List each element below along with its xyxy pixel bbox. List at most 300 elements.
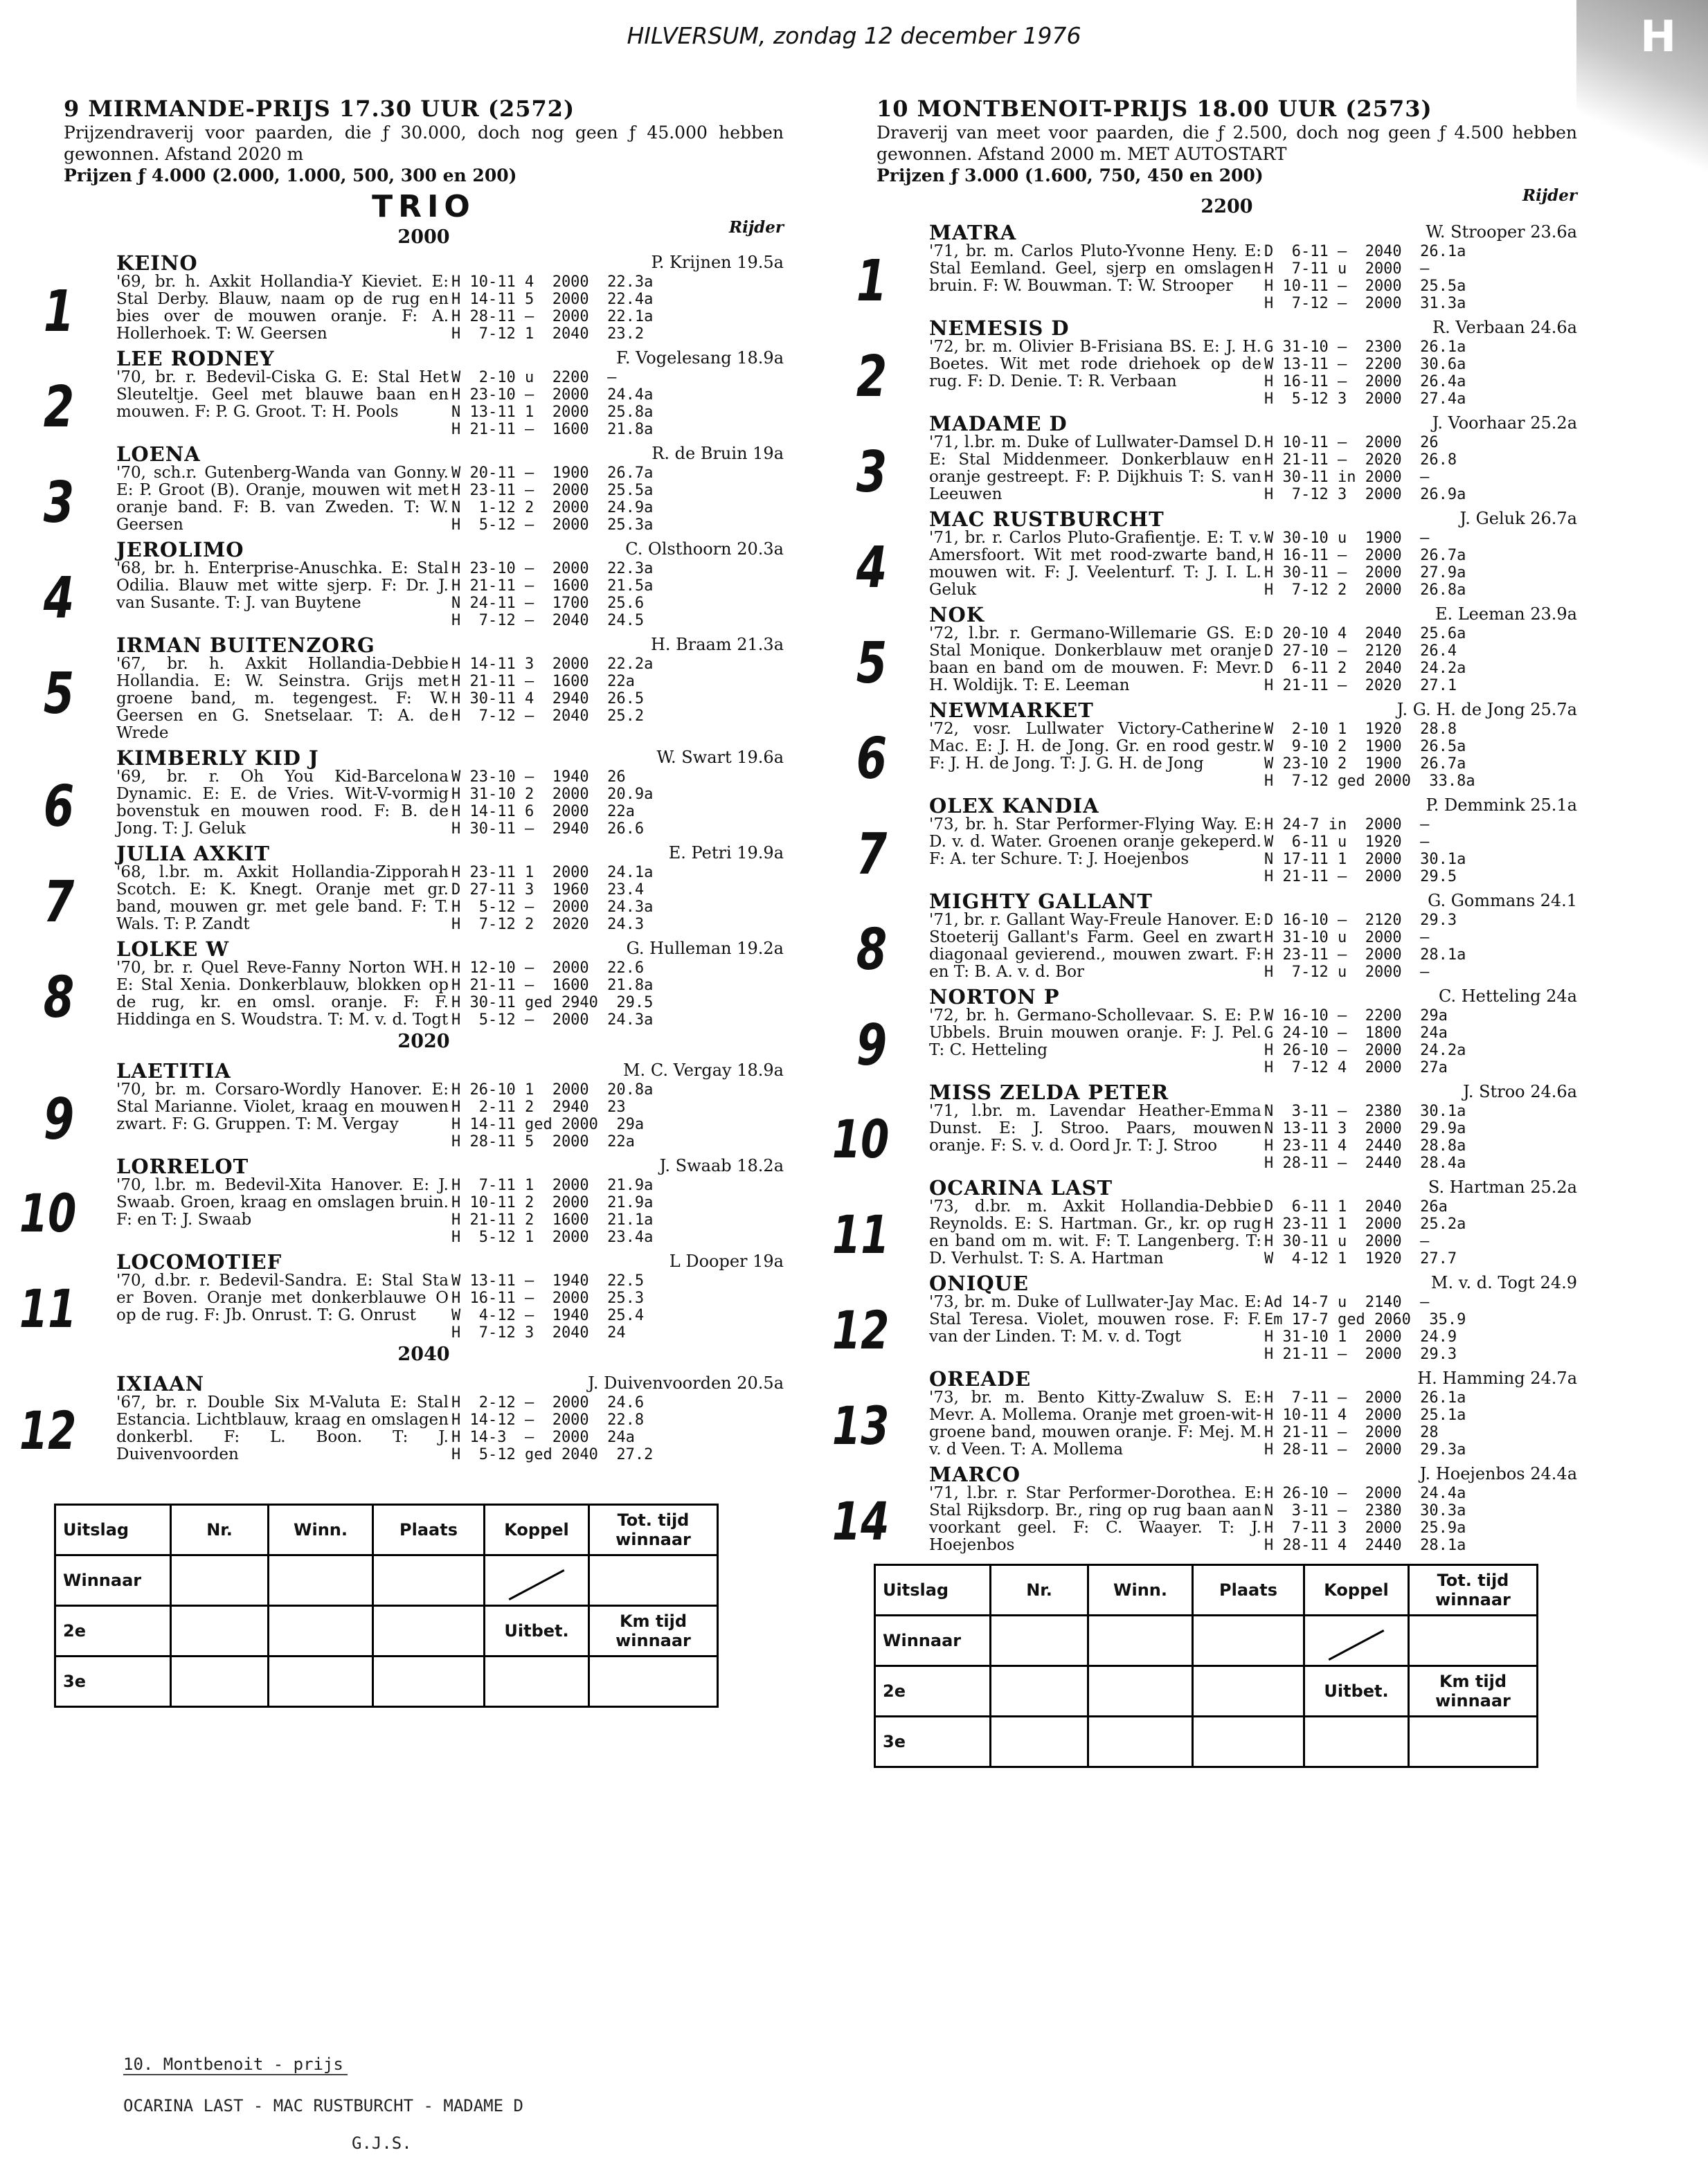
distance-header <box>64 218 784 248</box>
program-number: 5 <box>856 631 888 696</box>
driver-info: W. Strooper 23.6a <box>1426 222 1577 242</box>
entry-header <box>929 316 1577 339</box>
entry-body <box>929 1198 1577 1267</box>
distance-label: 2200 <box>1201 196 1253 217</box>
entry-body <box>929 243 1577 312</box>
result-line: W 4-12 1 1920 27.7 <box>1264 1250 1457 1267</box>
plaats-header: Plaats <box>1193 1565 1304 1616</box>
result-line: H 7-12 3 2040 24 <box>451 1324 626 1342</box>
result-line: H 7-11 1 2000 21.9a <box>451 1177 654 1194</box>
entry-header <box>929 1463 1577 1485</box>
driver-info: L Dooper 19a <box>669 1252 784 1271</box>
result-line: H 7-11 3 2000 25.9a <box>1264 1519 1466 1537</box>
driver-info: E. Petri 19.9a <box>668 843 784 863</box>
cell[interactable] <box>991 1717 1088 1767</box>
cell[interactable] <box>589 1555 718 1606</box>
result-line: H 14-3 — 2000 24a <box>451 1429 635 1446</box>
result-line: D 20-10 4 2040 25.6a <box>1264 625 1466 642</box>
result-line: H 16-11 — 2000 26.4a <box>1264 373 1466 390</box>
horse-name: NOK <box>929 603 985 626</box>
note-prediction: OCARINA LAST - MAC RUSTBURCHT - MADAME D <box>123 2096 523 2115</box>
race-10-entries <box>831 221 1577 1554</box>
result-line: W 16-10 — 2200 29a <box>1264 1007 1448 1025</box>
cell[interactable] <box>1409 1717 1538 1767</box>
race-entry <box>831 1463 1577 1554</box>
result-line: D 27-10 — 2120 26.4 <box>1264 642 1457 660</box>
recent-results <box>1264 912 1577 981</box>
entry-body <box>929 1294 1577 1363</box>
recent-results <box>451 1272 784 1342</box>
entry-body <box>929 721 1577 790</box>
race-entry <box>19 1250 784 1342</box>
note-race: 10. Montbenoit - prijs <box>123 2055 348 2075</box>
horse-description: '72, br. h. Germano-Schollevaar. S. E: P. Ubbels. Bruin mouwen oranje. F: J. Pel. T: C. Hetteling <box>929 1007 1261 1059</box>
horse-name: LOCOMOTIEF <box>116 1250 282 1274</box>
cell[interactable] <box>991 1666 1088 1717</box>
recent-results <box>451 959 784 1029</box>
program-number: 9 <box>856 1013 888 1079</box>
driver-info: C. Olsthoorn 20.3a <box>625 539 784 559</box>
horse-name: JULIA AXKIT <box>116 842 270 865</box>
horse-name: KIMBERLY KID J <box>116 746 319 770</box>
entry-body <box>116 959 784 1029</box>
race-entry <box>856 698 1577 792</box>
recent-results <box>1264 1198 1577 1267</box>
program-number: 6 <box>43 774 75 840</box>
third-row-label: 3e <box>875 1717 991 1767</box>
result-line: H 14-12 — 2000 22.8 <box>451 1411 645 1429</box>
entry-header <box>929 221 1577 243</box>
driver-info: J. Hoejenbos 24.4a <box>1419 1464 1577 1483</box>
horse-name: KEINO <box>116 251 198 275</box>
horse-description: '71, br. r. Gallant Way-Freule Hanover. E: Stoeterij Gallant's Farm. Geel en zwart diagonaal gevierend., mouwen zwart. F: en T: B. A. v. d. Bor <box>929 911 1261 981</box>
entry-body <box>116 1081 784 1150</box>
result-line: H 5-12 ged 2040 27.2 <box>451 1446 654 1463</box>
entry-body <box>116 768 784 838</box>
horse-description: '70, sch.r. Gutenberg-Wanda van Gonny. E: P. Groot (B). Oranje, mouwen wit met oranje band. F: B. van Zweden. T: W. Geersen <box>116 464 449 534</box>
recent-results <box>1264 339 1577 408</box>
driver-info: W. Swart 19.6a <box>656 748 784 767</box>
result-line: N 3-11 — 2380 30.1a <box>1264 1103 1466 1120</box>
corner-letter: H <box>1640 11 1676 62</box>
horse-description: '73, d.br. m. Axkit Hollandia-Debbie Reynolds. E: S. Hartman. Gr., kr. op rug en band om m. wit. F: T. Langenberg. T: D. Verhulst. T: S. A. Hartman <box>929 1198 1261 1267</box>
result-line: H 12-10 — 2000 22.6 <box>451 959 645 977</box>
horse-name: MAC RUSTBURCHT <box>929 507 1165 531</box>
result-line: N 3-11 — 2380 30.3a <box>1264 1502 1466 1519</box>
race-entry <box>856 603 1577 696</box>
race-entry <box>856 412 1577 505</box>
tot-tijd-header: Tot. tijd winnaar <box>589 1505 718 1555</box>
driver-info: J. Stroo 24.6a <box>1463 1082 1577 1101</box>
entry-header <box>929 412 1577 434</box>
recent-results <box>1264 1007 1577 1076</box>
tot-tijd-header: Tot. tijd winnaar <box>1409 1565 1538 1616</box>
entry-header <box>116 842 784 864</box>
horse-description: '72, br. m. Olivier B-Frisiana BS. E: J. H. Boetes. Wit met rode driehoek op de rug. F: D. Denie. T: R. Verbaan <box>929 338 1261 390</box>
cell[interactable] <box>991 1616 1088 1666</box>
note-initials: G.J.S. <box>352 2133 412 2153</box>
program-number: 6 <box>856 726 888 792</box>
entry-body <box>929 530 1577 599</box>
result-line: H 30-11 4 2940 26.5 <box>451 690 645 707</box>
entry-body <box>116 369 784 438</box>
result-line: H 14-11 3 2000 22.2a <box>451 656 654 673</box>
uitslag-header: Uitslag <box>875 1565 991 1616</box>
entry-header <box>116 347 784 369</box>
entry-header <box>116 746 784 768</box>
driver-info: G. Hulleman 19.2a <box>626 939 784 958</box>
result-line: H 23-10 — 2000 22.3a <box>451 560 654 577</box>
result-line: H 23-11 4 2440 28.8a <box>1264 1137 1466 1155</box>
program-number: 2 <box>43 374 75 440</box>
distance-label: 2040 <box>397 1344 450 1365</box>
result-line: H 30-11 ged 2940 29.5 <box>451 994 654 1011</box>
cell[interactable] <box>589 1657 718 1707</box>
recent-results <box>451 1177 784 1246</box>
horse-name: NORTON P <box>929 985 1060 1009</box>
horse-name: NEMESIS D <box>929 316 1070 340</box>
driver-info: C. Hetteling 24a <box>1438 986 1577 1006</box>
winn-header: Winn. <box>1088 1565 1193 1616</box>
horse-name: OCARINA LAST <box>929 1176 1113 1200</box>
result-line: W 6-11 u 1920 — <box>1264 833 1430 851</box>
result-line: D 6-11 2 2040 24.2a <box>1264 660 1466 677</box>
horse-name: IXIAAN <box>116 1372 205 1396</box>
trio-label: TRIO <box>372 189 476 224</box>
horse-description: '70, br. r. Quel Reve-Fanny Norton WH. E: Stal Xenia. Donkerblauw, blokken op de rug, kr. en omsl. oranje. F: F. Hiddinga en S. Woudstra. T: M. v. d. Togt <box>116 959 449 1029</box>
winnaar-row-label: Winnaar <box>875 1616 991 1666</box>
km-tijd-label: Km tijd winnaar <box>1409 1666 1538 1717</box>
entry-header <box>116 633 784 656</box>
driver-info: F. Vogelesang 18.9a <box>615 348 784 368</box>
result-line: W 2-10 u 2200 — <box>451 369 617 386</box>
entry-header <box>929 794 1577 816</box>
entry-body <box>929 1007 1577 1076</box>
race-entry <box>19 1155 784 1246</box>
driver-info: J. G. H. de Jong 25.7a <box>1396 700 1577 719</box>
uitslag-table <box>874 1564 1538 1768</box>
cell[interactable] <box>373 1657 485 1707</box>
result-line: H 28-11 4 2440 28.1a <box>1264 1537 1466 1554</box>
slash-mark <box>509 1569 565 1600</box>
result-line: H 28-11 — 2000 22.1a <box>451 308 654 325</box>
horse-description: '68, l.br. m. Axkit Hollandia-Zipporah Scotch. E: K. Knegt. Oranje met gr. band, mouwen gr. met gele band. F: T. Wals. T: P. Zandt <box>116 863 449 933</box>
result-line: Em 17-7 ged 2060 35.9 <box>1264 1311 1466 1328</box>
program-number: 1 <box>856 249 888 314</box>
result-line: W 23-10 2 1900 26.7a <box>1264 755 1466 773</box>
horse-name: LORRELOT <box>116 1155 249 1178</box>
race-entry <box>831 1176 1577 1267</box>
cell[interactable] <box>269 1657 373 1707</box>
horse-name: LEE RODNEY <box>116 347 275 370</box>
entry-body <box>929 625 1577 694</box>
program-number: 14 <box>831 1490 890 1552</box>
horse-name: MATRA <box>929 221 1017 244</box>
result-line: H 21-11 — 1600 21.5a <box>451 577 654 595</box>
entry-body <box>929 1103 1577 1172</box>
result-line: H 31-10 u 2000 — <box>1264 929 1430 946</box>
entry-body <box>929 1389 1577 1459</box>
cell[interactable] <box>373 1606 485 1657</box>
horse-description: '72, l.br. r. Germano-Willemarie GS. E: Stal Monique. Donkerblauw met oranje baan en band om de mouwen. F: Mevr. H. Woldijk. T: E. Leeman <box>929 624 1261 694</box>
cell[interactable] <box>269 1555 373 1606</box>
driver-info: S. Hartman 25.2a <box>1428 1177 1577 1197</box>
race-entry <box>856 794 1577 887</box>
cell[interactable] <box>171 1555 269 1606</box>
entry-body <box>116 273 784 343</box>
cell[interactable] <box>1088 1616 1193 1666</box>
recent-results <box>451 273 784 343</box>
horse-name: NEWMARKET <box>929 698 1094 722</box>
result-line: H 31-10 2 2000 20.9a <box>451 786 654 803</box>
result-line: H 10-11 4 2000 25.1a <box>1264 1407 1466 1424</box>
race-9-description: Prijzendraverij voor paarden, die ƒ 30.000, doch nog geen ƒ 45.000 hebben gewonnen. Afstand 2020 m <box>64 123 784 164</box>
result-line: W 30-10 u 1900 — <box>1264 530 1430 547</box>
recent-results <box>451 1081 784 1150</box>
race-9-column <box>19 96 784 1708</box>
result-line: H 2-11 2 2940 23 <box>451 1099 626 1116</box>
horse-name: MADAME D <box>929 412 1068 435</box>
result-line: H 10-11 4 2000 22.3a <box>451 273 654 291</box>
driver-info: E. Leeman 23.9a <box>1435 604 1577 624</box>
entry-header <box>929 985 1577 1007</box>
driver-info: R. Verbaan 24.6a <box>1432 318 1577 337</box>
result-line: H 10-11 — 2000 25.5a <box>1264 278 1466 295</box>
race-entry <box>856 221 1577 314</box>
result-line: W 9-10 2 1900 26.5a <box>1264 738 1466 755</box>
cell[interactable] <box>1193 1666 1304 1717</box>
result-line: H 2-12 — 2000 24.6 <box>451 1394 645 1411</box>
km-tijd-label: Km tijd winnaar <box>589 1606 718 1657</box>
entry-header <box>116 251 784 273</box>
race-entry <box>43 442 784 536</box>
result-line: H 7-12 3 2000 26.9a <box>1264 486 1466 503</box>
result-line: H 7-12 ged 2000 33.8a <box>1264 773 1475 790</box>
winn-header: Winn. <box>269 1505 373 1555</box>
result-line: H 28-11 — 2000 29.3a <box>1264 1441 1466 1459</box>
recent-results <box>451 560 784 629</box>
entry-body <box>929 912 1577 981</box>
race-9-title: 9 MIRMANDE-PRIJS 17.30 UUR (2572) <box>64 96 575 122</box>
entry-header <box>929 507 1577 530</box>
koppel-header: Koppel <box>485 1505 589 1555</box>
result-line: N 1-12 2 2000 24.9a <box>451 499 654 516</box>
result-line: H 23-11 — 2000 28.1a <box>1264 946 1466 964</box>
horse-name: JEROLIMO <box>116 538 244 561</box>
program-number: 9 <box>43 1087 75 1153</box>
driver-info: G. Gommans 24.1 <box>1428 891 1577 910</box>
race-entry <box>856 985 1577 1079</box>
program-number: 8 <box>43 965 75 1031</box>
driver-info: M. C. Vergay 18.9a <box>622 1061 784 1080</box>
driver-info: J. Voorhaar 25.2a <box>1432 413 1577 433</box>
program-number: 3 <box>856 440 888 505</box>
program-number: 3 <box>43 470 75 536</box>
race-entry <box>43 347 784 440</box>
entry-header <box>116 538 784 560</box>
recent-results <box>1264 816 1577 885</box>
entry-body <box>929 816 1577 885</box>
result-line: H 26-10 — 2000 24.4a <box>1264 1485 1466 1502</box>
cell[interactable] <box>171 1606 269 1657</box>
second-row-label: 2e <box>875 1666 991 1717</box>
result-line: H 28-11 5 2000 22a <box>451 1133 635 1150</box>
recent-results <box>1264 434 1577 503</box>
recent-results <box>1264 1103 1577 1172</box>
horse-description: '71, br. r. Carlos Pluto-Grafientje. E: T. v. Amersfoort. Wit met rood-zwarte band, mouwen wit. F: J. Veelenturf. T: J. I. L. Geluk <box>929 529 1261 599</box>
entry-body <box>116 1272 784 1342</box>
race-entry <box>831 1081 1577 1172</box>
entry-header <box>929 1367 1577 1389</box>
cell[interactable] <box>1193 1616 1304 1666</box>
nr-header: Nr. <box>171 1505 269 1555</box>
result-line: H 5-12 — 2000 24.3a <box>451 899 654 916</box>
entry-header <box>929 1176 1577 1198</box>
entry-body <box>116 864 784 933</box>
result-line: H 7-12 — 2040 24.5 <box>451 612 645 629</box>
result-line: H 7-12 — 2000 31.3a <box>1264 295 1466 312</box>
entry-header <box>116 1250 784 1272</box>
driver-info: H. Hamming 24.7a <box>1417 1369 1577 1388</box>
recent-results <box>451 369 784 438</box>
cell[interactable] <box>1304 1717 1409 1767</box>
program-number: 10 <box>19 1182 77 1244</box>
result-line: H 21-11 — 2020 27.1 <box>1264 677 1457 694</box>
entry-body <box>929 434 1577 503</box>
race-entry <box>43 1059 784 1153</box>
driver-info: P. Demmink 25.1a <box>1426 795 1577 815</box>
cell[interactable] <box>269 1606 373 1657</box>
result-line: H 23-11 1 2000 25.2a <box>1264 1216 1466 1233</box>
horse-name: LOENA <box>116 442 201 466</box>
program-number: 13 <box>831 1395 890 1456</box>
horse-description: '70, br. r. Bedevil-Ciska G. E: Stal Het Sleuteltje. Geel met blauwe baan en mouwen. F: P. G. Groot. T: H. Pools <box>116 368 449 421</box>
recent-results <box>1264 625 1577 694</box>
result-line: H 5-12 3 2000 27.4a <box>1264 390 1466 408</box>
result-line: W 4-12 — 1940 25.4 <box>451 1307 645 1324</box>
result-line: H 7-12 u 2000 — <box>1264 964 1430 981</box>
result-line: H 7-12 1 2040 23.2 <box>451 325 645 343</box>
entry-body <box>929 1485 1577 1554</box>
result-line: D 27-11 3 1960 23.4 <box>451 881 645 899</box>
result-line: W 2-10 1 1920 28.8 <box>1264 721 1457 738</box>
race-entry <box>19 1372 784 1463</box>
plaats-header: Plaats <box>373 1505 485 1555</box>
race-entry <box>43 842 784 935</box>
koppel-slash-cell <box>485 1555 589 1606</box>
cell[interactable] <box>1088 1666 1193 1717</box>
program-number: 12 <box>19 1400 77 1461</box>
third-row-label: 3e <box>55 1657 171 1707</box>
horse-description: '73, br. m. Duke of Lullwater-Jay Mac. E: Stal Teresa. Violet, mouwen rose. F: F. van der Linden. T: M. v. d. Togt <box>929 1293 1261 1346</box>
horse-description: '68, br. h. Enterprise-Anuschka. E: Stal Odilia. Blauw met witte sjerp. F: Dr. J. van Susante. T: J. van Buytene <box>116 559 449 612</box>
horse-name: LAETITIA <box>116 1059 231 1083</box>
result-line: H 5-12 1 2000 23.4a <box>451 1229 654 1246</box>
result-line: H 7-12 4 2000 27a <box>1264 1059 1448 1076</box>
race-entry <box>43 538 784 631</box>
entry-header <box>116 1155 784 1177</box>
result-line: H 5-12 — 2000 24.3a <box>451 1011 654 1029</box>
result-line: H 23-11 — 2000 25.5a <box>451 482 654 499</box>
distance-label: 2000 <box>397 226 450 248</box>
entry-header <box>929 1272 1577 1294</box>
program-number: 1 <box>43 279 75 345</box>
program-number: 10 <box>831 1108 890 1170</box>
driver-info: R. de Bruin 19a <box>651 444 784 463</box>
entry-header <box>929 890 1577 912</box>
race-10-title: 10 MONTBENOIT-PRIJS 18.00 UUR (2573) <box>877 96 1432 122</box>
result-line: H 21-11 — 2000 29.3 <box>1264 1346 1457 1363</box>
recent-results <box>451 464 784 534</box>
result-line: N 13-11 1 2000 25.8a <box>451 404 654 421</box>
result-line: H 14-11 ged 2000 29a <box>451 1116 645 1133</box>
program-number: 4 <box>43 566 75 631</box>
driver-info: H. Braam 21.3a <box>650 635 784 654</box>
cell[interactable] <box>1088 1717 1193 1767</box>
result-line: H 21-11 — 1600 22a <box>451 673 635 690</box>
cell[interactable] <box>373 1555 485 1606</box>
result-line: N 24-11 — 1700 25.6 <box>451 595 645 612</box>
entry-header <box>116 1059 784 1081</box>
horse-name: ONIQUE <box>929 1272 1029 1295</box>
result-line: H 26-10 — 2000 24.2a <box>1264 1042 1466 1059</box>
result-line: H 21-11 2 1600 21.1a <box>451 1211 654 1229</box>
result-line: H 10-11 — 2000 26 <box>1264 434 1439 451</box>
result-line: H 5-12 — 2000 25.3a <box>451 516 654 534</box>
result-line: H 7-11 — 2000 26.1a <box>1264 1389 1466 1407</box>
result-line: G 24-10 — 1800 24a <box>1264 1025 1448 1042</box>
entry-body <box>116 1394 784 1463</box>
result-line: H 21-11 — 2020 26.8 <box>1264 451 1457 469</box>
result-line: H 7-12 2 2000 26.8a <box>1264 581 1466 599</box>
cell[interactable] <box>1409 1616 1538 1666</box>
distance-label: 2020 <box>397 1031 450 1052</box>
recent-results <box>451 656 784 742</box>
recent-results <box>1264 1389 1577 1459</box>
horse-description: '71, l.br. r. Star Performer-Dorothea. E: Stal Rijksdorp. Br., ring op rug baan aan voorkant geel. F: C. Waayer. T: J. Hoejenbos <box>929 1484 1261 1554</box>
program-number: 5 <box>43 661 75 727</box>
result-line: H 24-7 in 2000 — <box>1264 816 1430 833</box>
program-number: 7 <box>43 869 75 935</box>
cell[interactable] <box>171 1657 269 1707</box>
horse-name: OREADE <box>929 1367 1032 1391</box>
result-line: H 16-11 — 2000 26.7a <box>1264 547 1466 564</box>
cell[interactable] <box>485 1657 589 1707</box>
koppel-slash-cell <box>1304 1616 1409 1666</box>
horse-description: '73, br. h. Star Performer-Flying Way. E: D. v. d. Water. Groenen oranje gekeperd. F: A. ter Schure. T: J. Hoejenbos <box>929 815 1261 868</box>
horse-description: '71, l.br. m. Lavendar Heather-Emma Dunst. E: J. Stroo. Paars, mouwen oranje. F: S. v. d. Oord Jr. T: J. Stroo <box>929 1102 1261 1155</box>
race-entry <box>43 251 784 345</box>
result-line: H 30-11 — 2000 27.9a <box>1264 564 1466 581</box>
horse-description: '72, vosr. Lullwater Victory-Catherine Mac. E: J. H. de Jong. Gr. en rood gestr. F: J. H. de Jong. T: J. G. H. de Jong <box>929 720 1261 773</box>
entry-header <box>116 1372 784 1394</box>
program-number: 11 <box>19 1278 77 1339</box>
recent-results <box>451 768 784 838</box>
recent-results <box>451 1394 784 1463</box>
horse-name: MISS ZELDA PETER <box>929 1081 1169 1104</box>
entry-body <box>116 656 784 742</box>
race-9-entries <box>19 251 784 1463</box>
race-10-column <box>831 96 1577 1768</box>
rijder-label: Rijder <box>728 218 784 237</box>
result-line: H 30-11 in 2000 — <box>1264 469 1430 486</box>
result-line: H 30-11 u 2000 — <box>1264 1233 1430 1250</box>
cell[interactable] <box>1193 1717 1304 1767</box>
result-line: D 6-11 — 2040 26.1a <box>1264 243 1466 260</box>
driver-info: J. Duivenvoorden 20.5a <box>588 1373 784 1393</box>
race-entry <box>856 316 1577 410</box>
result-line: H 7-12 — 2040 25.2 <box>451 707 645 725</box>
